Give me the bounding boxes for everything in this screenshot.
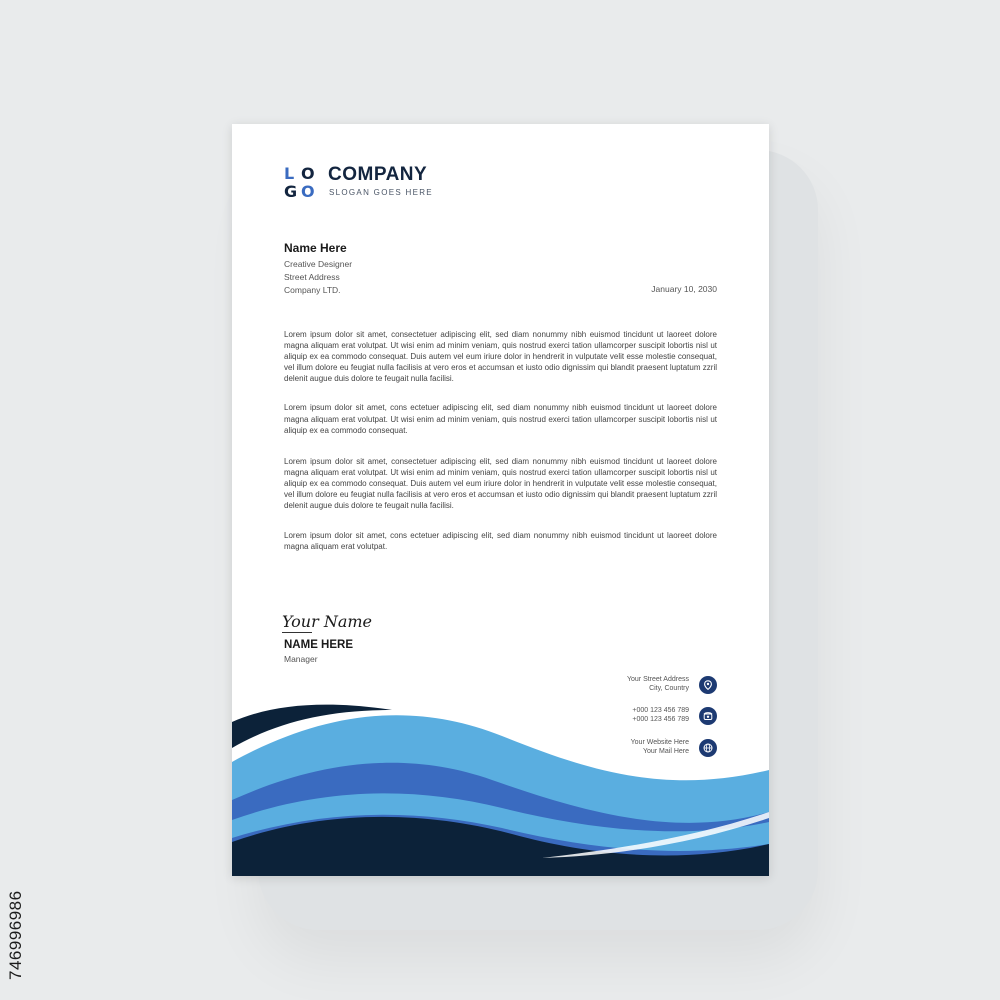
- contact-address-line1: Your Street Address: [626, 676, 689, 683]
- letter-date: January 10, 2030: [651, 284, 717, 294]
- contact-phone-line1: +000 123 456 789: [632, 707, 689, 714]
- recipient-block: [284, 241, 484, 297]
- letter-body: [284, 329, 717, 552]
- contact-mail: Your Mail Here: [642, 748, 689, 755]
- contact-address-line2: City, Country: [649, 685, 689, 692]
- signature-script: Your Name: [282, 612, 373, 631]
- body-paragraph: Lorem ipsum dolor sit amet, cons ectetuer adipiscing elit, sed diam nonummy nibh euismod tincidunt ut laoreet dolore magna aliquam erat volutpat. Ut wisi enim ad minim veniam, quis nostrud exerci tation ullamcorper suscipit lobortis nisl ut aliquip ex ea commodo consequat.: [284, 403, 717, 435]
- footer-wave-decoration: [232, 692, 769, 876]
- logo-letter-l: L: [284, 164, 295, 183]
- logo-letter-g: G: [284, 182, 298, 200]
- body-paragraph: Lorem ipsum dolor sit amet, cons ectetuer adipiscing elit, sed diam nonummy nibh euismod tincidunt ut laoreet dolore magna aliquam erat volutpat.: [284, 531, 717, 552]
- logo-letter-o-bottom: O: [301, 182, 315, 200]
- recipient-address: Street Address: [284, 272, 340, 282]
- recipient-title: Creative Designer: [284, 259, 353, 269]
- signer-name: NAME HERE: [284, 639, 354, 651]
- company-slogan: SLOGAN GOES HERE: [329, 188, 433, 197]
- contact-website: Your Website Here: [630, 739, 689, 746]
- recipient-company: Company LTD.: [284, 285, 341, 295]
- logo-letter-o-top: O: [301, 164, 315, 183]
- contact-phone-line2: +000 123 456 789: [632, 716, 689, 723]
- company-name: COMPANY: [328, 164, 428, 185]
- recipient-name: Name Here: [284, 241, 347, 255]
- logo: [284, 164, 318, 200]
- body-paragraph: Lorem ipsum dolor sit amet, consectetuer adipiscing elit, sed diam nonummy nibh euismod tincidunt ut laoreet dolore magna aliquam erat volutpat. Ut wisi enim ad minim veniam, quis nostrud exerci tation ullamcorper suscipit lobortis nisl ut aliquip ex ea commodo consequat. Duis autem vel eum iriure dolor in hendrerit in vulputate velit esse molestie consequat, vel illum dolore eu feugiat nulla facilisis at vero eros et accumsan et iusto odio dignissim qui blandit praesent luptatum zzril delenit augue duis dolore te feugait nulla facilisi.: [284, 330, 717, 384]
- body-paragraph: Lorem ipsum dolor sit amet, consectetuer adipiscing elit, sed diam nonummy nibh euismod tincidunt ut laoreet dolore magna aliquam erat volutpat. Ut wisi enim ad minim veniam, quis nostrud exerci tation ullamcorper suscipit lobortis nisl ut aliquip ex ea commodo consequat. Duis autem vel eum iriure dolor in hendrerit in vulputate velit esse molestie consequat, vel illum dolore eu feugiat nulla facilisis at vero eros et accumsan et iusto odio dignissim qui blandit praesent luptatum zzril delenit augue duis dolore te feugait nulla facilisi.: [284, 456, 717, 511]
- signature-underline: [282, 632, 312, 633]
- signer-role: Manager: [284, 654, 318, 664]
- stock-id: 746996986: [6, 890, 25, 980]
- letterhead-page: [232, 124, 769, 876]
